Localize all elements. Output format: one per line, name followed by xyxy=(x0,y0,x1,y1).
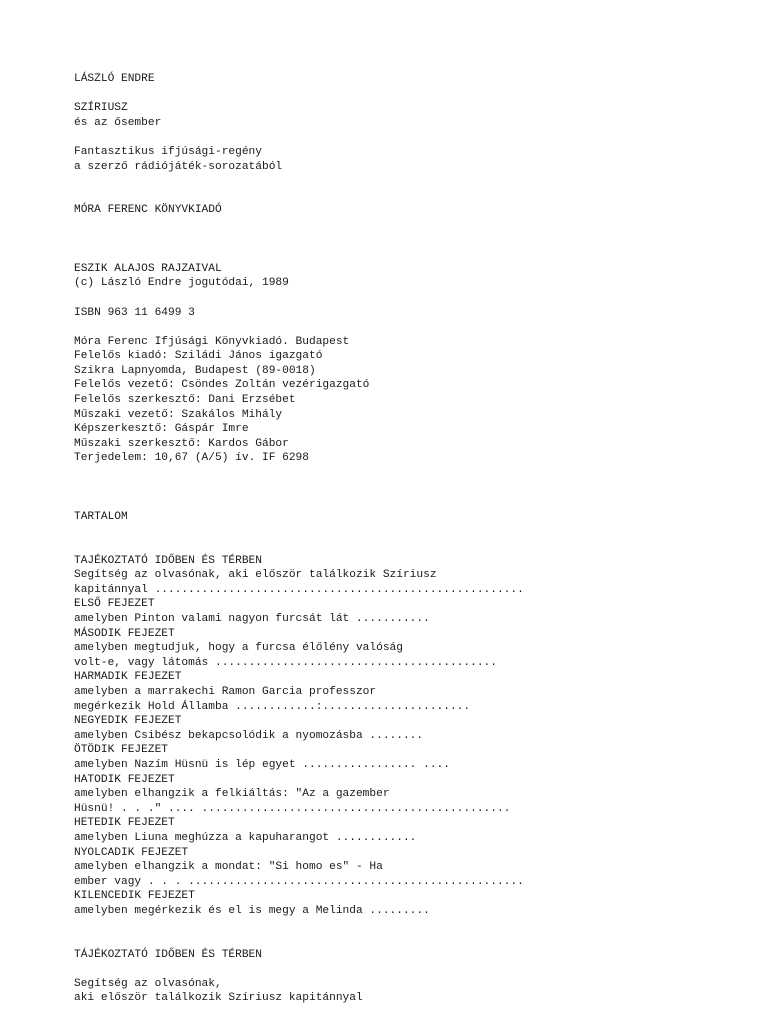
colophon-line: Műszaki vezető: Szakálos Mihály xyxy=(74,408,283,421)
colophon-line: Felelős szerkesztő: Dani Erzsébet xyxy=(74,394,296,407)
book-subtitle-line2: a szerző rádiójáték-sorozatából xyxy=(74,160,283,173)
book-title-line2: és az ősember xyxy=(74,116,162,129)
toc-entry: NYOLCADIK FEJEZET xyxy=(74,846,189,859)
toc-entry: Hüsnü! . . ." .... .............................................. xyxy=(74,802,511,815)
toc-entry: amelyben Pinton valami nagyon furcsát lát ........... xyxy=(74,613,430,625)
book-subtitle: Fantasztikus ifjúsági-regény xyxy=(74,145,262,158)
toc-entry: amelyben Csibész bekapcsolódik a nyomozásba ........ xyxy=(74,729,424,742)
toc-entry: HARMADIK FEJEZET xyxy=(74,671,182,684)
publisher-name: MÓRA FERENC KÖNYVKIADÓ xyxy=(74,204,222,217)
copyright-line: (c) László Endre jogutódai, 1989 xyxy=(74,277,289,290)
toc-entry: Segítség az olvasónak, aki először találkozik Szíriusz xyxy=(74,569,437,582)
section-heading: TÁJÉKOZTATÓ IDŐBEN ÉS TÉRBEN xyxy=(74,948,262,961)
colophon-line: Felelős vezető: Csöndes Zoltán vezérigazgató xyxy=(74,379,370,392)
toc-entry: ember vagy . . . .................................................. xyxy=(74,875,524,888)
toc-entry: kapitánnyal ....................................................... xyxy=(74,583,524,596)
colophon-line: Felelős kiadó: Sziládi János igazgató xyxy=(74,350,323,363)
toc-entry: KILENCEDIK FEJEZET xyxy=(74,890,195,903)
toc-entry: amelyben megtudjuk, hogy a furcsa élőlény valóság xyxy=(74,642,403,655)
toc-entry: amelyben megérkezik és el is megy a Melinda ......... xyxy=(74,904,430,917)
toc-entry: ÖTÖDIK FEJEZET xyxy=(74,744,168,757)
colophon-line: Szikra Lapnyomda, Budapest (89-0018) xyxy=(74,364,316,377)
colophon-line: Műszaki szerkesztő: Kardos Gábor xyxy=(74,437,289,450)
toc-entry: HETEDIK FEJEZET xyxy=(74,817,175,830)
author-name: LÁSZLÓ ENDRE xyxy=(74,73,155,85)
toc-entry: TAJÉKOZTATÓ IDŐBEN ÉS TÉRBEN xyxy=(74,554,262,567)
isbn-line: ISBN 963 11 6499 3 xyxy=(74,306,195,319)
illustrator-credit: ESZIK ALAJOS RAJZAIVAL xyxy=(74,262,222,275)
toc-entry: amelyben elhangzik a mondat: "Si homo es" - Ha xyxy=(74,861,383,874)
toc-entry: NEGYEDIK FEJEZET xyxy=(74,715,182,728)
toc-entry: ELSŐ FEJEZET xyxy=(74,598,155,611)
colophon-block xyxy=(74,335,754,466)
toc-entry: MÁSODIK FEJEZET xyxy=(74,627,175,640)
toc-entry: amelyben a marrakechi Ramon Garcia professzor xyxy=(74,685,377,698)
intro-text: aki először találkozik Szíriusz kapitánnyal xyxy=(74,992,363,1005)
toc-entry: amelyben Liuna meghúzza a kapuharangot ............ xyxy=(74,831,417,844)
intro-text: Segítség az olvasónak, xyxy=(74,977,222,990)
table-of-contents xyxy=(74,554,754,919)
colophon-line: Képszerkesztő: Gáspár Imre xyxy=(74,423,249,436)
toc-entry: amelyben elhangzik a felkiáltás: "Az a gazember xyxy=(74,788,390,801)
toc-entry: amelyben Nazím Hüsnü is lép egyet ................. .... xyxy=(74,758,450,771)
book-title: SZÍRIUSZ xyxy=(74,102,128,115)
toc-entry: volt-e, vagy látomás .......................................... xyxy=(74,656,497,669)
toc-heading: TARTALOM xyxy=(74,510,128,523)
colophon-line: Móra Ferenc Ifjúsági Könyvkiadó. Budapest xyxy=(74,335,350,348)
toc-entry: megérkezik Hold Államba ............:...................... xyxy=(74,700,471,713)
colophon-line: Terjedelem: 10,67 (A/5) ív. IF 6298 xyxy=(74,452,309,465)
document-page xyxy=(74,72,754,1006)
toc-entry: HATODIK FEJEZET xyxy=(74,773,175,786)
